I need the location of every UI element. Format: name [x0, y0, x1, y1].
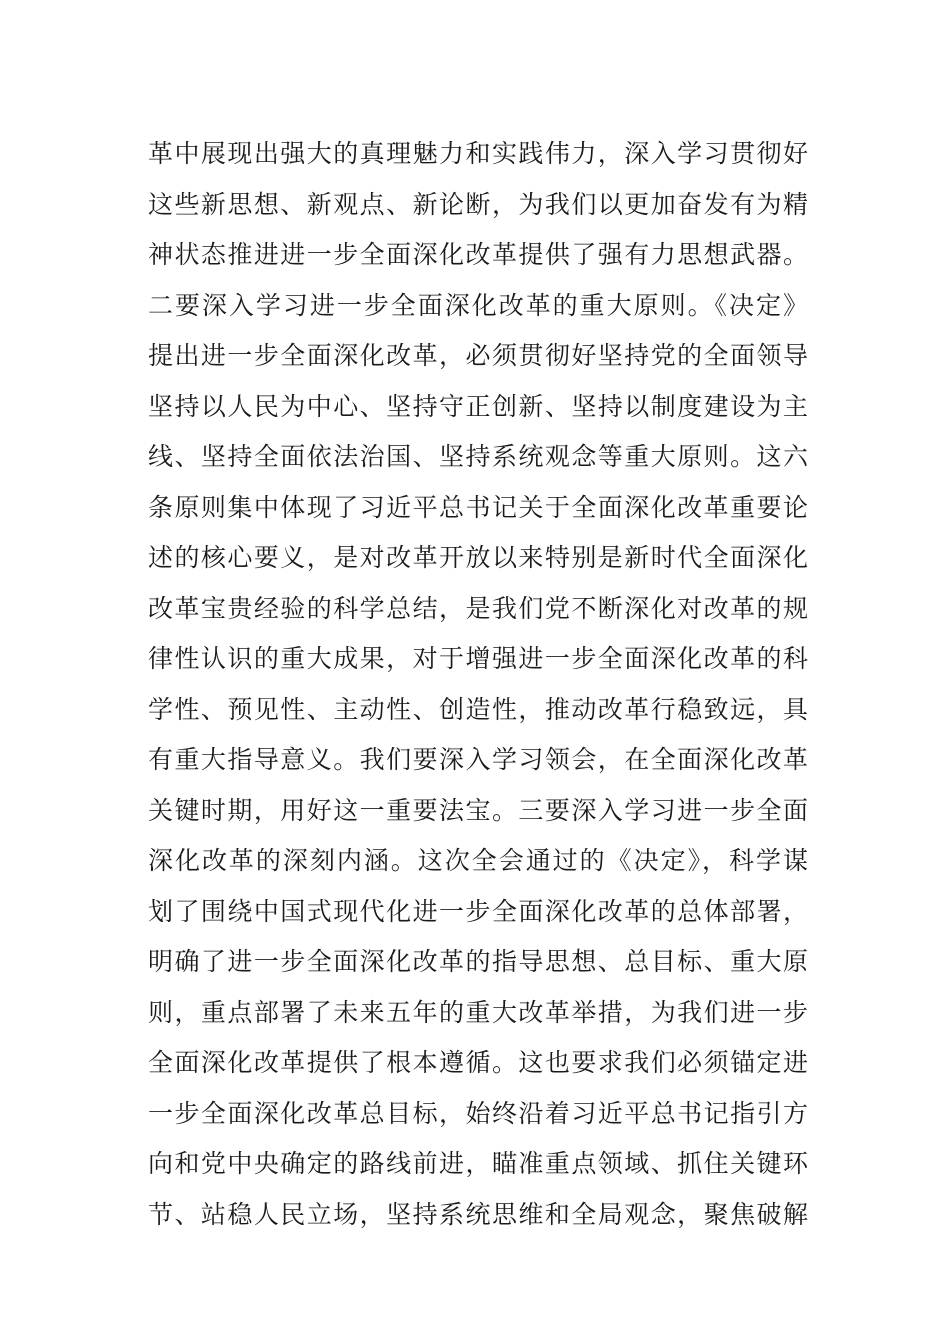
text-line-20: 一步全面深化改革总目标，始终沿着习近平总书记指引方: [148, 1098, 808, 1128]
text-line-15: 深化改革的深刻内涵。这次全会通过的《决定》，科学谋: [148, 846, 808, 875]
text-line-1: 革中展现出强大的真理魅力和实践伟力，深入学习贯彻好: [148, 139, 808, 168]
text-line-13: 有重大指导意义。我们要深入学习领会，在全面深化改革: [148, 745, 808, 774]
text-line-14: 关键时期，用好这一重要法宝。三要深入学习进一步全面: [148, 795, 808, 825]
text-line-5: 提出进一步全面深化改革，必须贯彻好坚持党的全面领导: [148, 341, 808, 370]
text-line-8: 条原则集中体现了习近平总书记关于全面深化改革重要论: [148, 492, 808, 522]
text-line-9: 述的核心要义，是对改革开放以来特别是新时代全面深化: [148, 543, 808, 572]
text-line-12: 学性、预见性、主动性、创造性，推动改革行稳致远，具: [148, 694, 808, 724]
text-line-11: 律性认识的重大成果，对于增强进一步全面深化改革的科: [148, 644, 808, 673]
text-line-10: 改革宝贵经验的科学总结，是我们党不断深化对改革的规: [148, 593, 808, 623]
text-line-16: 划了围绕中国式现代化进一步全面深化改革的总体部署，: [148, 896, 808, 926]
text-line-7: 线、坚持全面依法治国、坚持系统观念等重大原则。这六: [148, 442, 808, 471]
text-line-6: 坚持以人民为中心、坚持守正创新、坚持以制度建设为主: [148, 391, 808, 421]
text-line-22: 节、站稳人民立场，坚持系统思维和全局观念，聚焦破解: [148, 1199, 808, 1229]
body-text: [148, 129, 808, 1240]
text-line-4: 二要深入学习进一步全面深化改革的重大原则。《决定》: [148, 290, 808, 320]
text-line-21: 向和党中央确定的路线前进，瞄准重点领域、抓住关键环: [148, 1149, 808, 1178]
text-line-19: 全面深化改革提供了根本遵循。这也要求我们必须锚定进: [148, 1048, 808, 1077]
text-line-17: 明确了进一步全面深化改革的指导思想、总目标、重大原: [148, 947, 808, 976]
text-line-3: 神状态推进进一步全面深化改革提供了强有力思想武器。: [148, 240, 808, 269]
text-line-18: 则，重点部署了未来五年的重大改革举措，为我们进一步: [148, 997, 808, 1027]
text-line-2: 这些新思想、新观点、新论断，为我们以更加奋发有为精: [148, 189, 808, 219]
